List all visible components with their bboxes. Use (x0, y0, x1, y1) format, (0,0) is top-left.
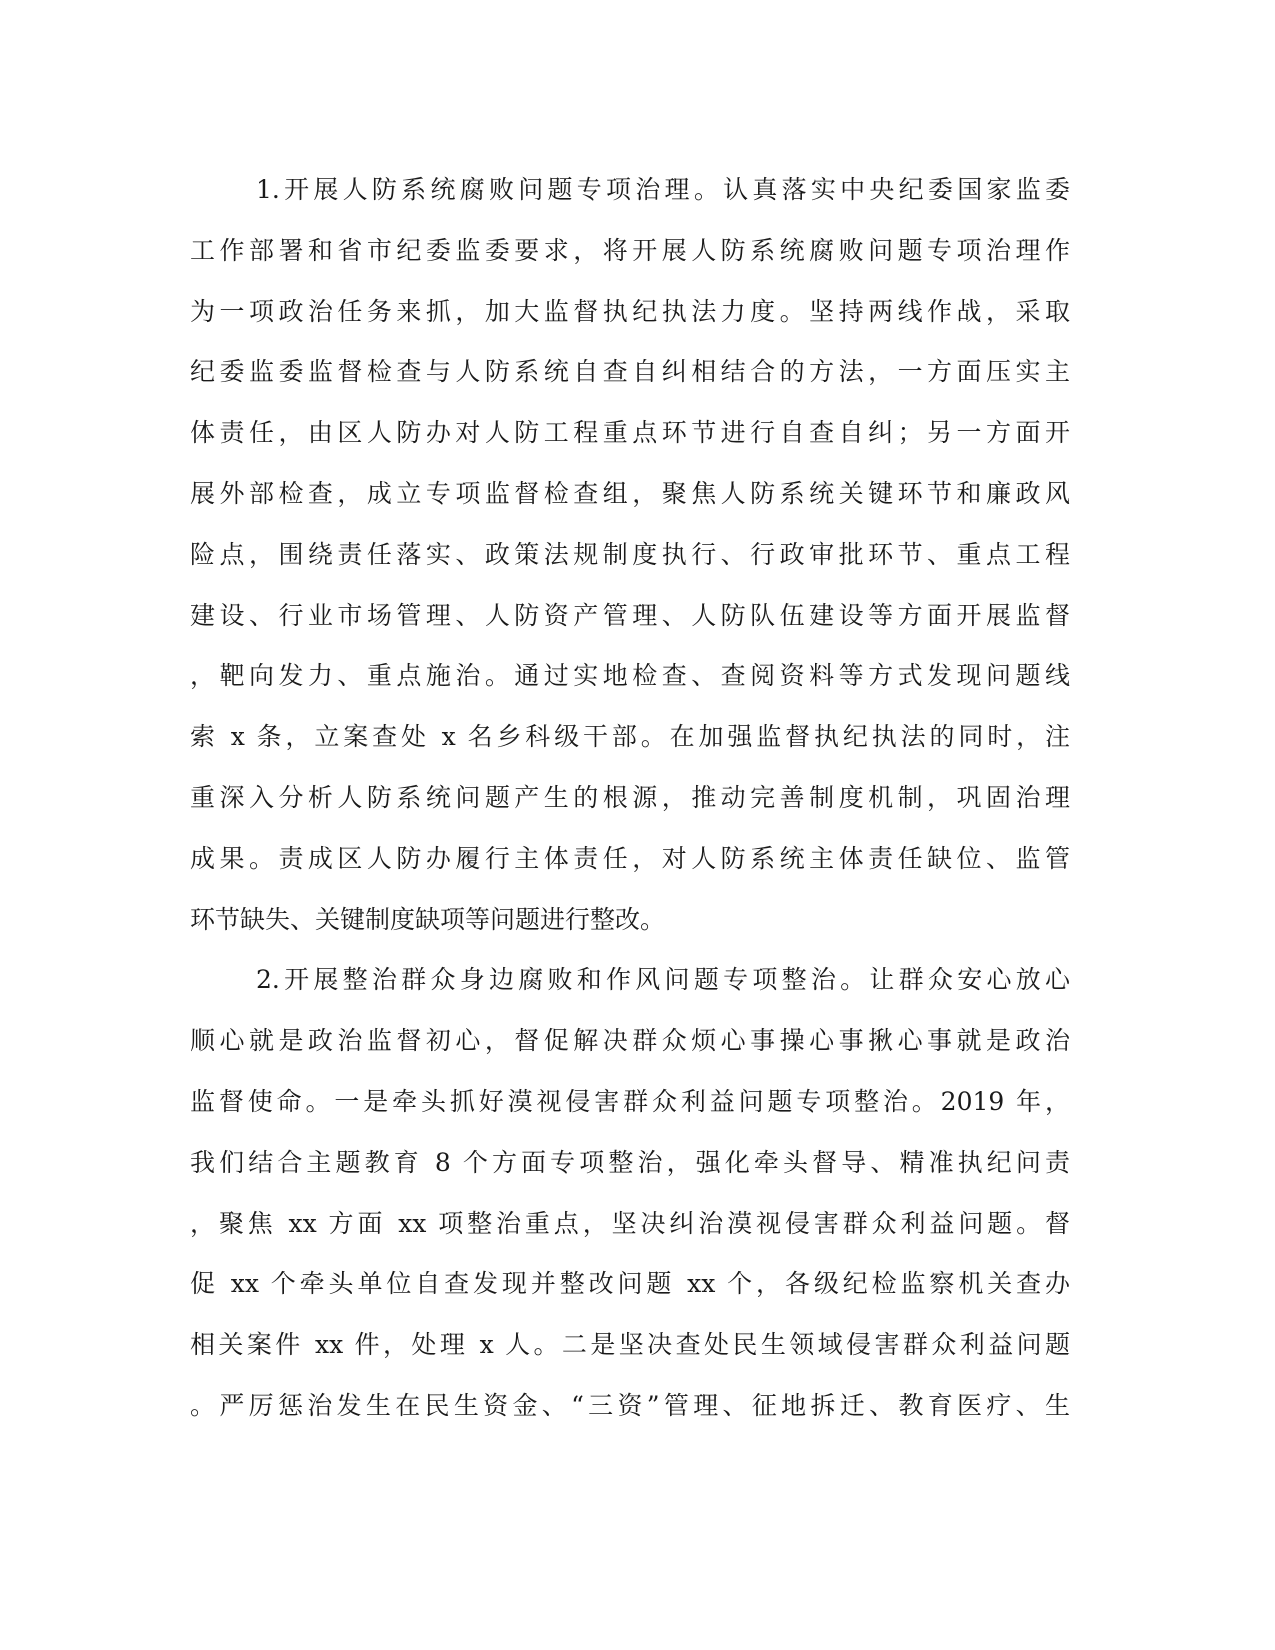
paragraph-line: 环节缺失、关键制度缺项等问题进行整改。 (190, 904, 666, 934)
paragraph-1 (190, 160, 1070, 950)
paragraph-line: 建设、行业市场管理、人防资产管理、人防队伍建设等方面开展监督 (190, 600, 1070, 630)
paragraph-line: 险点，围绕责任落实、政策法规制度执行、行政审批环节、重点工程 (190, 539, 1070, 569)
paragraph-line: 监督使命。一是牵头抓好漠视侵害群众利益问题专项整治。2019 年， (190, 1086, 1070, 1116)
paragraph-line: 体责任，由区人防办对人防工程重点环节进行自查自纠；另一方面开 (190, 418, 1070, 448)
paragraph-line: 成果。责成区人防办履行主体责任，对人防系统主体责任缺位、监管 (190, 843, 1070, 873)
paragraph-line: 索 x 条，立案查处 x 名乡科级干部。在加强监督执纪执法的同时，注 (190, 722, 1070, 752)
paragraph-line: 相关案件 xx 件，处理 x 人。二是坚决查处民生领域侵害群众利益问题 (190, 1330, 1070, 1360)
paragraph-line: 展外部检查，成立专项监督检查组，聚焦人防系统关键环节和廉政风 (190, 478, 1070, 508)
paragraph-line: 重深入分析人防系统问题产生的根源，推动完善制度机制，巩固治理 (190, 782, 1070, 812)
paragraph-line: 顺心就是政治监督初心，督促解决群众烦心事操心事揪心事就是政治 (190, 1026, 1070, 1056)
paragraph-line: 工作部署和省市纪委监委要求，将开展人防系统腐败问题专项治理作 (190, 235, 1070, 265)
paragraph-line: 。严厉惩治发生在民生资金、“三资”管理、征地拆迁、教育医疗、生 (190, 1390, 1070, 1420)
paragraph-line: 促 xx 个牵头单位自查发现并整改问题 xx 个，各级纪检监察机关查办 (190, 1269, 1070, 1299)
paragraph-line: 纪委监委监督检查与人防系统自查自纠相结合的方法，一方面压实主 (190, 357, 1070, 387)
paragraph-2 (190, 950, 1070, 1436)
paragraph-line: ，聚焦 xx 方面 xx 项整治重点，坚决纠治漠视侵害群众利益问题。督 (190, 1208, 1070, 1238)
paragraph-line: 我们结合主题教育 8 个方面专项整治，强化牵头督导、精准执纪问责 (190, 1147, 1070, 1177)
paragraph-line: 2.开展整治群众身边腐败和作风问题专项整治。让群众安心放心 (256, 965, 1070, 995)
document-body (190, 160, 1070, 1437)
paragraph-line: 1.开展人防系统腐败问题专项治理。认真落实中央纪委国家监委 (256, 175, 1070, 204)
paragraph-line: 为一项政治任务来抓，加大监督执纪执法力度。坚持两线作战，采取 (190, 296, 1070, 326)
paragraph-line: ，靶向发力、重点施治。通过实地检查、查阅资料等方式发现问题线 (190, 661, 1070, 691)
